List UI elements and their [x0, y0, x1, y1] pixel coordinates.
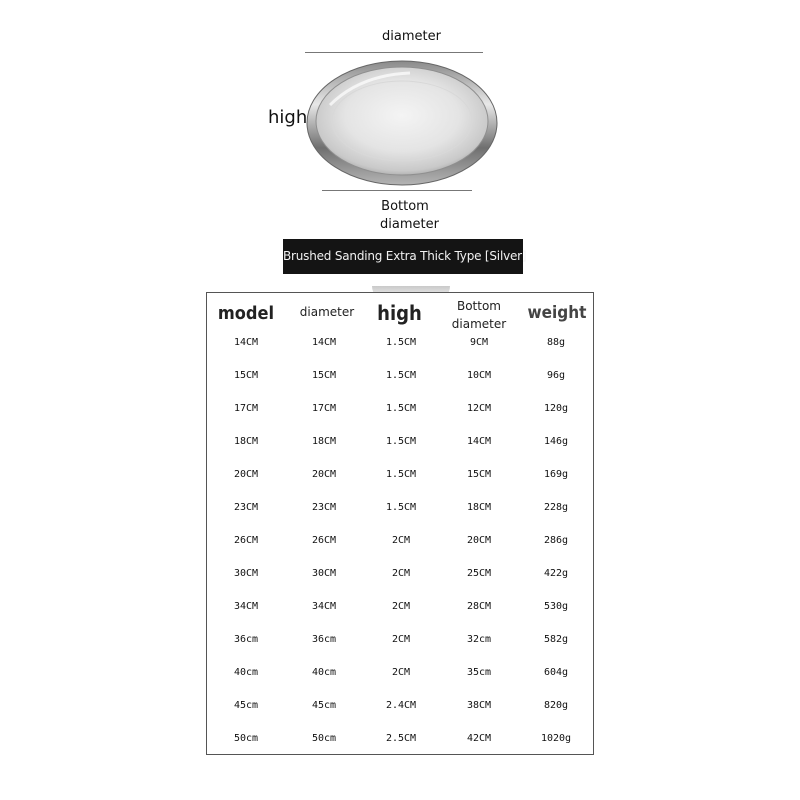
cell-weight: 146g [543, 436, 569, 447]
cell-diameter: 50cm [311, 733, 337, 744]
cell-weight: 120g [543, 403, 569, 414]
cell-diameter: 30CM [311, 568, 337, 579]
cell-bottom-diameter: 32cm [466, 634, 492, 645]
header-bottom-diameter: Bottom diameter [451, 299, 507, 331]
cell-model: 30CM [233, 568, 259, 579]
plate-image [300, 55, 505, 190]
plate-dimension-diagram [0, 0, 800, 240]
cell-weight: 169g [543, 469, 569, 480]
cell-weight: 530g [543, 601, 569, 612]
cell-weight: 604g [543, 667, 569, 678]
table-row [207, 689, 593, 722]
cell-high: 2CM [391, 634, 411, 645]
high-label: high [268, 107, 308, 128]
table-row [207, 524, 593, 557]
cell-high: 1.5CM [385, 469, 417, 480]
cell-weight: 1020g [540, 733, 572, 744]
table-row [207, 326, 593, 359]
diameter-label: diameter [382, 29, 441, 44]
cell-model: 36cm [233, 634, 259, 645]
product-type-banner: Brushed Sanding Extra Thick Type [Silver] [283, 239, 523, 274]
table-row [207, 590, 593, 623]
cell-weight: 96g [546, 370, 566, 381]
cell-weight: 422g [543, 568, 569, 579]
table-row [207, 623, 593, 656]
table-row [207, 425, 593, 458]
cell-bottom-diameter: 28CM [466, 601, 492, 612]
cell-diameter: 15CM [311, 370, 337, 381]
cell-model: 34CM [233, 601, 259, 612]
cell-weight: 286g [543, 535, 569, 546]
cell-high: 1.5CM [385, 370, 417, 381]
table-row [207, 458, 593, 491]
bottom-diameter-label: Bottom diameter [380, 199, 439, 232]
cell-high: 1.5CM [385, 403, 417, 414]
cell-high: 1.5CM [385, 502, 417, 513]
cell-model: 45cm [233, 700, 259, 711]
diameter-line [305, 52, 483, 53]
cell-bottom-diameter: 9CM [469, 337, 489, 348]
cell-high: 2CM [391, 667, 411, 678]
cell-bottom-diameter: 42CM [466, 733, 492, 744]
cell-diameter: 34CM [311, 601, 337, 612]
table-row [207, 491, 593, 524]
cell-model: 40cm [233, 667, 259, 678]
table-row [207, 722, 593, 755]
cell-high: 1.5CM [385, 337, 417, 348]
cell-diameter: 26CM [311, 535, 337, 546]
cell-model: 26CM [233, 535, 259, 546]
size-spec-table [206, 292, 594, 755]
cell-weight: 582g [543, 634, 569, 645]
cell-model: 14CM [233, 337, 259, 348]
header-model: model [217, 303, 275, 324]
cell-model: 20CM [233, 469, 259, 480]
cell-diameter: 36cm [311, 634, 337, 645]
table-row [207, 557, 593, 590]
cell-high: 1.5CM [385, 436, 417, 447]
header-high: high [377, 301, 422, 325]
cell-diameter: 45cm [311, 700, 337, 711]
cell-bottom-diameter: 20CM [466, 535, 492, 546]
cell-bottom-diameter: 35cm [466, 667, 492, 678]
cell-bottom-diameter: 38CM [466, 700, 492, 711]
cell-diameter: 18CM [311, 436, 337, 447]
header-diameter: diameter [299, 305, 355, 319]
cell-diameter: 17CM [311, 403, 337, 414]
cell-high: 2CM [391, 601, 411, 612]
table-row [207, 392, 593, 425]
cell-model: 50cm [233, 733, 259, 744]
cell-weight: 88g [546, 337, 566, 348]
cell-high: 2CM [391, 535, 411, 546]
table-row [207, 359, 593, 392]
cell-diameter: 40cm [311, 667, 337, 678]
cell-high: 2CM [391, 568, 411, 579]
cell-diameter: 23CM [311, 502, 337, 513]
cell-bottom-diameter: 10CM [466, 370, 492, 381]
cell-high: 2.4CM [385, 700, 417, 711]
cell-bottom-diameter: 12CM [466, 403, 492, 414]
table-body [207, 326, 593, 755]
cell-weight: 228g [543, 502, 569, 513]
cell-weight: 820g [543, 700, 569, 711]
bottom-diameter-line [322, 190, 472, 191]
cell-model: 18CM [233, 436, 259, 447]
cell-model: 23CM [233, 502, 259, 513]
cell-bottom-diameter: 15CM [466, 469, 492, 480]
cell-high: 2.5CM [385, 733, 417, 744]
header-weight: weight [527, 303, 587, 323]
cell-model: 15CM [233, 370, 259, 381]
table-row [207, 656, 593, 689]
cell-bottom-diameter: 25CM [466, 568, 492, 579]
cell-diameter: 14CM [311, 337, 337, 348]
cell-model: 17CM [233, 403, 259, 414]
cell-bottom-diameter: 14CM [466, 436, 492, 447]
cell-diameter: 20CM [311, 469, 337, 480]
cell-bottom-diameter: 18CM [466, 502, 492, 513]
